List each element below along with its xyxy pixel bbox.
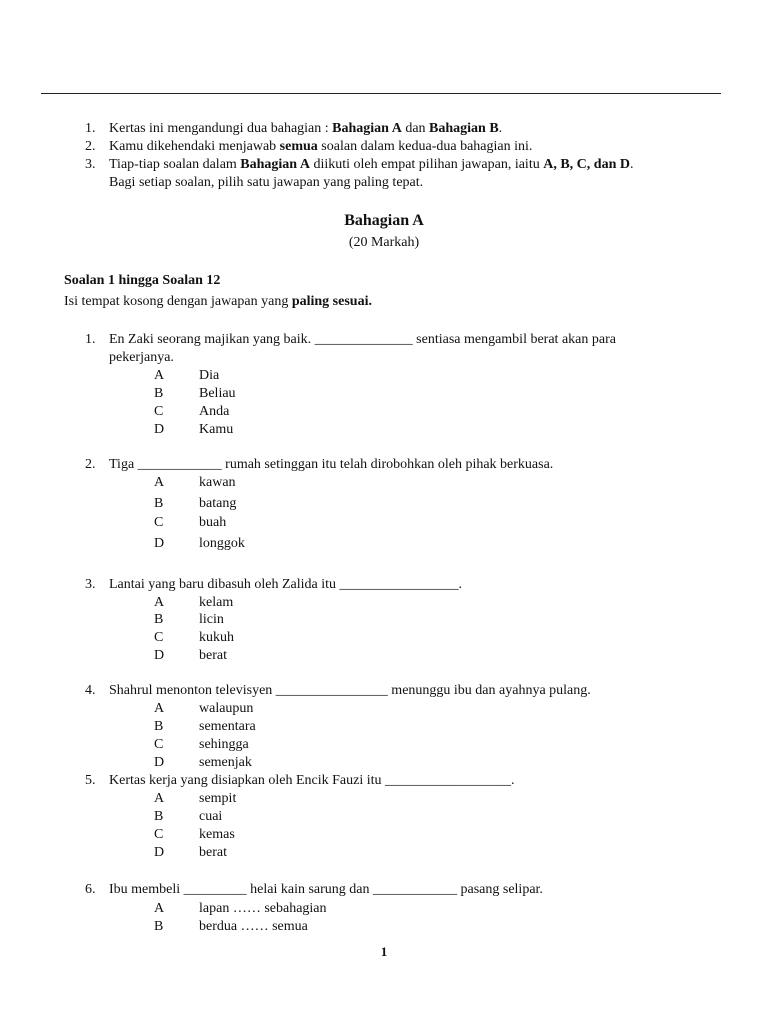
- option-letter: D: [154, 422, 165, 437]
- option-letter: B: [154, 386, 164, 401]
- option-letter: B: [154, 809, 164, 824]
- option-text: walaupun: [199, 701, 254, 716]
- question-number: 2.: [85, 457, 96, 472]
- question-text: Kertas kerja yang disiapkan oleh Encik Fauzi itu __________________.: [109, 773, 515, 788]
- option-text: sementara: [199, 719, 256, 734]
- question-text: Shahrul menonton televisyen ________________ menunggu ibu dan ayahnya pulang.: [109, 683, 591, 698]
- instruction-number: 1.: [85, 121, 96, 136]
- question-number: 1.: [85, 332, 96, 347]
- option-letter: A: [154, 368, 165, 383]
- header-rule: [41, 93, 721, 94]
- option-text: kawan: [199, 475, 236, 490]
- option-text: semenjak: [199, 755, 252, 770]
- option-text: Kamu: [199, 422, 234, 437]
- instruction-item: Kertas ini mengandungi dua bahagian : Bahagian A dan Bahagian B.: [109, 121, 503, 136]
- option-text: longgok: [199, 536, 245, 551]
- option-text: sehingga: [199, 737, 249, 752]
- question-range-heading: Soalan 1 hingga Soalan 12: [64, 273, 221, 288]
- question-number: 4.: [85, 683, 96, 698]
- option-text: sempit: [199, 791, 237, 806]
- question-number: 5.: [85, 773, 96, 788]
- option-letter: C: [154, 827, 164, 842]
- section-marks: (20 Markah): [348, 235, 420, 250]
- option-letter: C: [154, 737, 164, 752]
- option-letter: D: [154, 648, 165, 663]
- option-text: Anda: [199, 404, 230, 419]
- option-letter: D: [154, 755, 165, 770]
- option-text: batang: [199, 496, 237, 511]
- instruction-item: Kamu dikehendaki menjawab semua soalan dalam kedua-dua bahagian ini.: [109, 139, 533, 154]
- option-text: Dia: [199, 368, 220, 383]
- option-text: kelam: [199, 595, 234, 610]
- question-text: Lantai yang baru dibasuh oleh Zalida itu _________________.: [109, 577, 463, 592]
- question-text: En Zaki seorang majikan yang baik. ______________ sentiasa mengambil berat akan para: [109, 332, 616, 347]
- option-letter: C: [154, 404, 164, 419]
- option-letter: A: [154, 791, 165, 806]
- option-letter: A: [154, 901, 165, 916]
- instruction-item: Tiap-tiap soalan dalam Bahagian A diikuti oleh empat pilihan jawapan, iaitu A, B, C, dan D.: [109, 157, 634, 172]
- option-text: cuai: [199, 809, 223, 824]
- option-text: berat: [199, 845, 227, 860]
- instruction-number: 3.: [85, 157, 96, 172]
- option-text: berdua …… semua: [199, 919, 308, 934]
- option-letter: A: [154, 595, 165, 610]
- option-text: berat: [199, 648, 227, 663]
- option-letter: A: [154, 701, 165, 716]
- option-text: buah: [199, 515, 227, 530]
- option-text: lapan …… sebahagian: [199, 901, 327, 916]
- option-letter: B: [154, 719, 164, 734]
- option-letter: D: [154, 845, 165, 860]
- section-title: Bahagian A: [344, 212, 424, 229]
- question-text: Tiga ____________ rumah setinggan itu telah dirobohkan oleh pihak berkuasa.: [109, 457, 554, 472]
- instruction-number: 2.: [85, 139, 96, 154]
- option-text: Beliau: [199, 386, 236, 401]
- option-letter: B: [154, 496, 164, 511]
- option-letter: A: [154, 475, 165, 490]
- question-text-continuation: pekerjanya.: [109, 350, 174, 365]
- option-letter: C: [154, 515, 164, 530]
- question-number: 6.: [85, 882, 96, 897]
- question-text: Ibu membeli _________ helai kain sarung dan ____________ pasang selipar.: [109, 882, 543, 897]
- instruction-continuation: Bagi setiap soalan, pilih satu jawapan yang paling tepat.: [109, 175, 424, 190]
- option-letter: B: [154, 919, 164, 934]
- option-letter: B: [154, 612, 164, 627]
- page-number: 1: [380, 944, 388, 959]
- option-text: kemas: [199, 827, 235, 842]
- option-text: licin: [199, 612, 224, 627]
- question-number: 3.: [85, 577, 96, 592]
- option-text: kukuh: [199, 630, 234, 645]
- directive: Isi tempat kosong dengan jawapan yang paling sesuai.: [64, 294, 372, 309]
- option-letter: C: [154, 630, 164, 645]
- option-letter: D: [154, 536, 165, 551]
